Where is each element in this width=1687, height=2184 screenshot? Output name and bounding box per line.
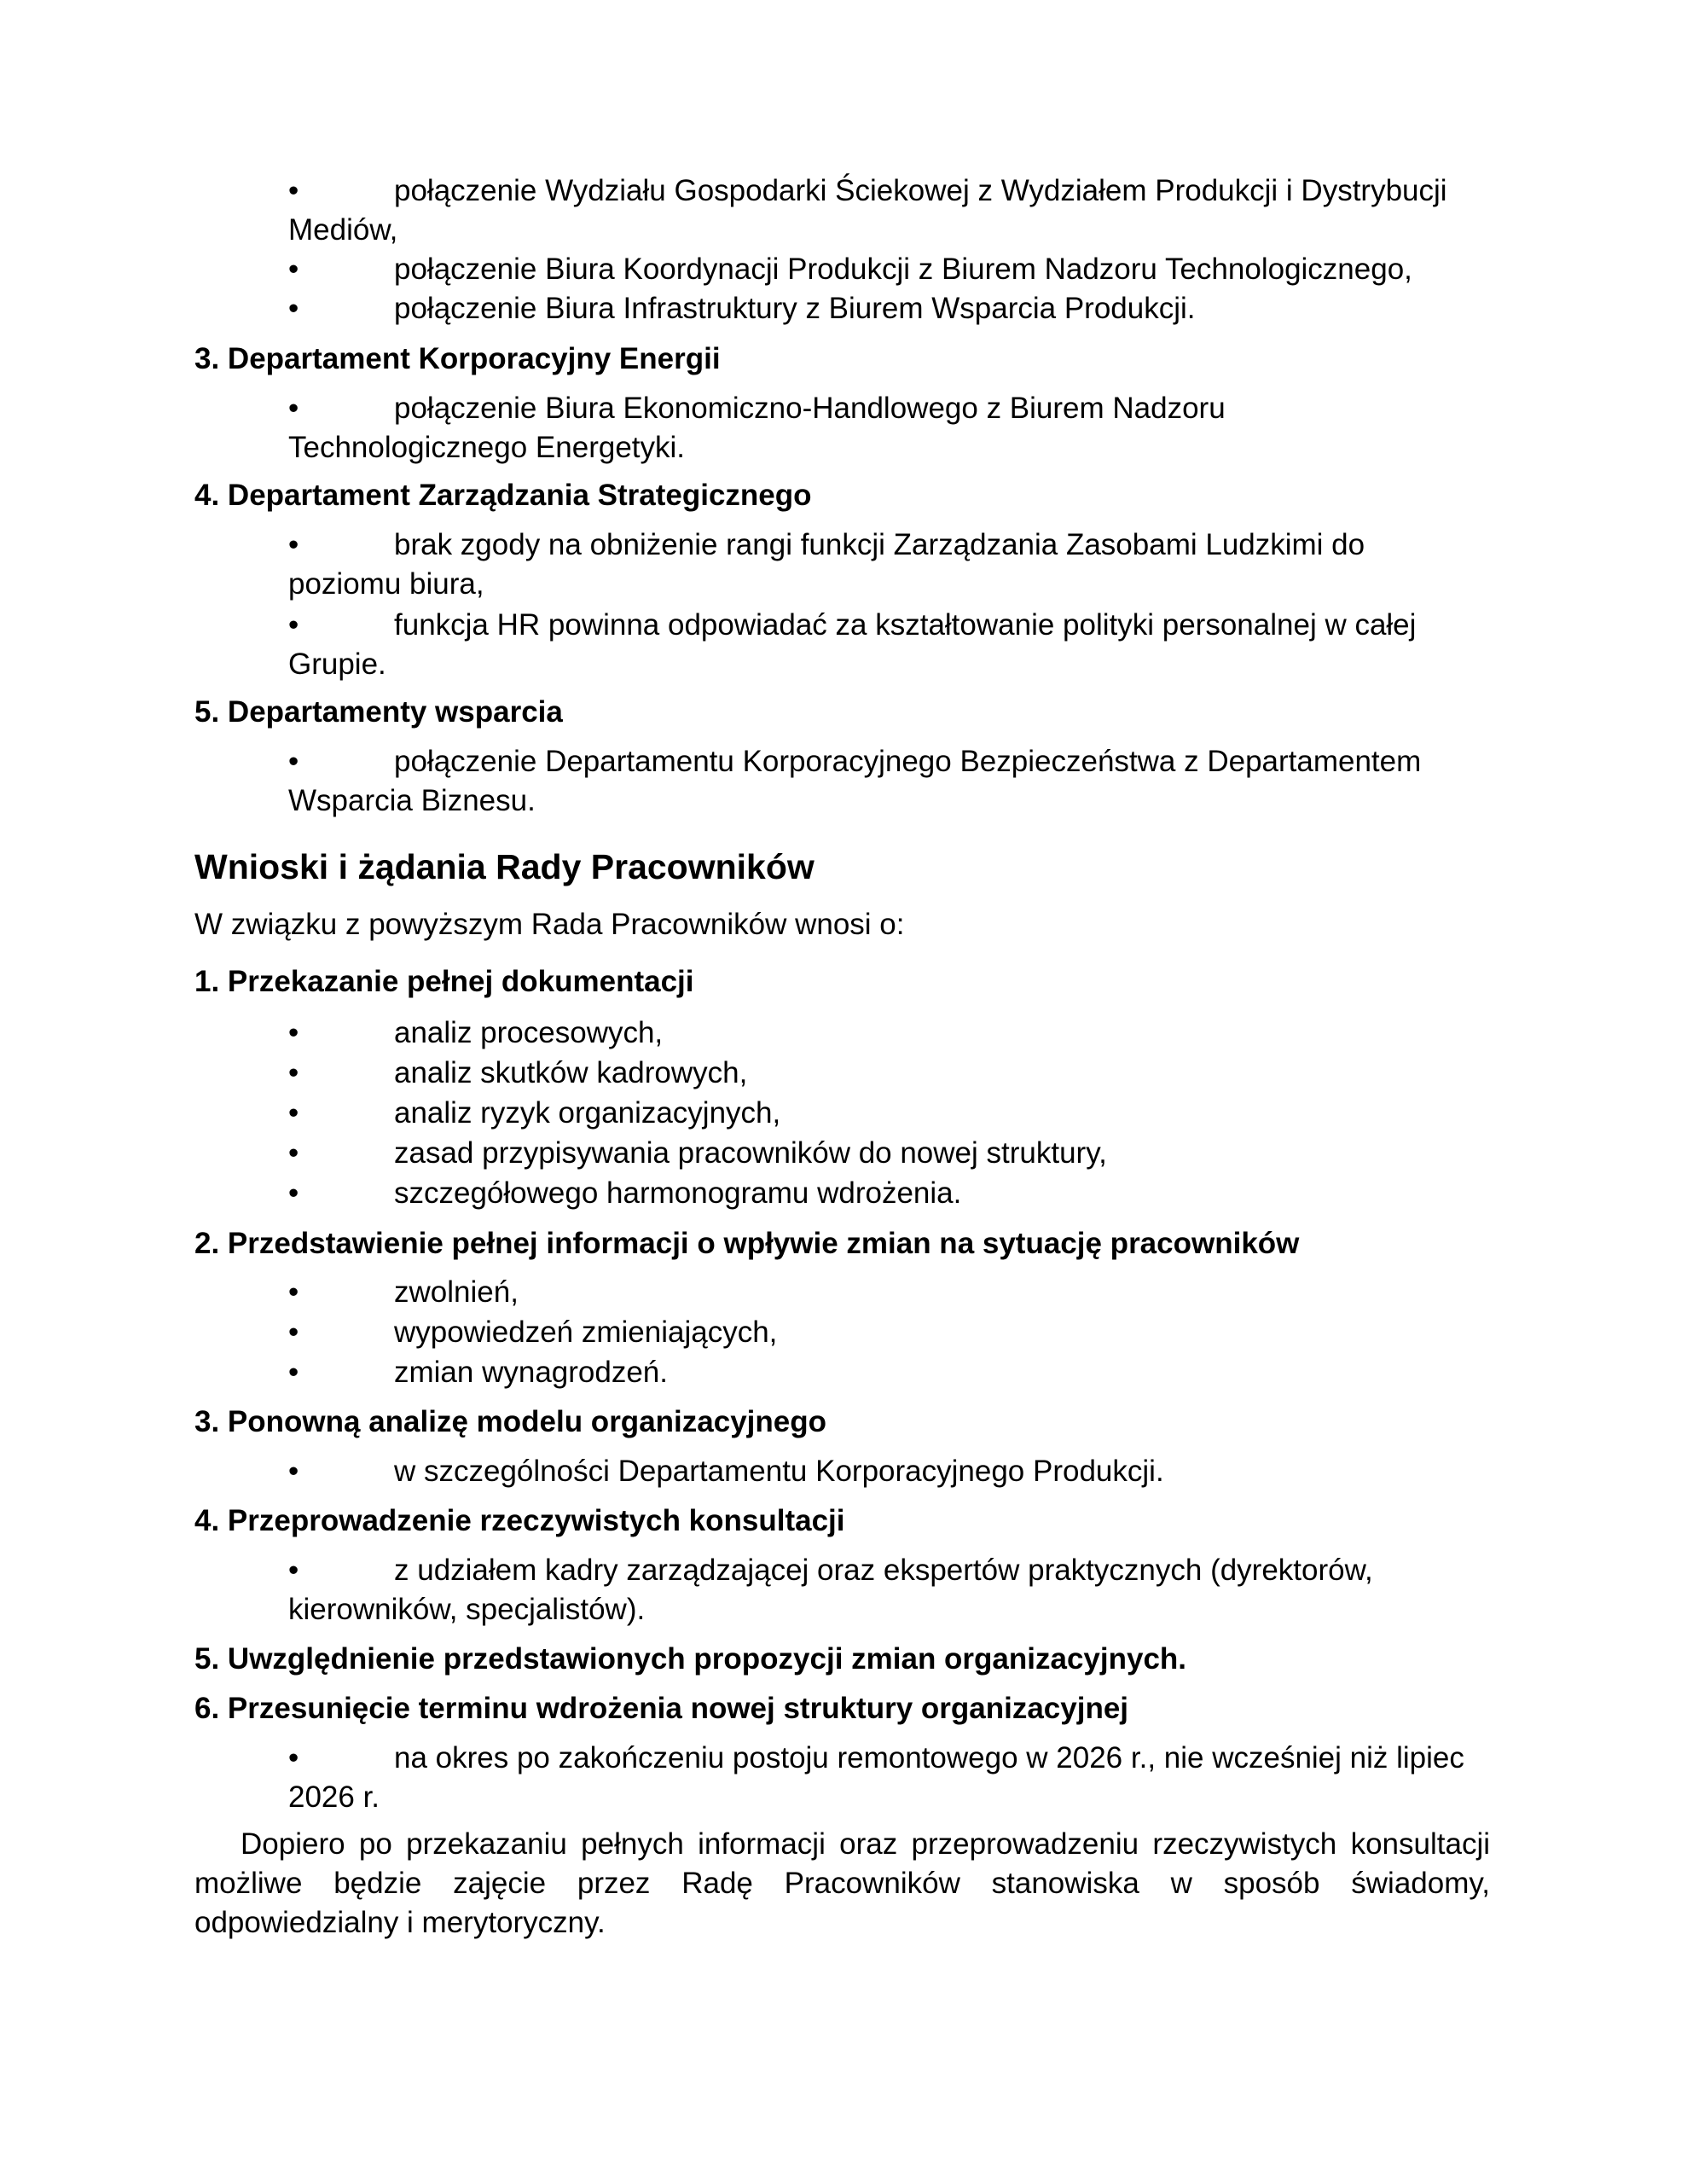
list-item-continuation: Mediów, (288, 213, 398, 247)
list-item-continuation: Grupie. (288, 648, 386, 681)
list-item-text: zasad przypisywania pracowników do nowej struktury, (394, 1136, 1107, 1170)
request-heading: 5. Uwzględnienie przedstawionych propozycji zmian organizacyjnych. (194, 1642, 1187, 1676)
list-item-text: zmian wynagrodzeń. (394, 1356, 668, 1389)
list-item-text: funkcja HR powinna odpowiadać za kształtowanie polityki personalnej w całej (394, 608, 1417, 642)
bullet-icon: • (288, 1096, 299, 1130)
list-item-text: brak zgody na obniżenie rangi funkcji Zarządzania Zasobami Ludzkimi do (394, 528, 1365, 561)
bullet-icon: • (288, 608, 299, 642)
bullet-icon: • (288, 392, 299, 425)
list-item-text: wypowiedzeń zmieniających, (394, 1316, 778, 1349)
request-heading: 1. Przekazanie pełnej dokumentacji (194, 965, 694, 998)
bullet-icon: • (288, 253, 299, 286)
list-item-continuation: Wsparcia Biznesu. (288, 784, 536, 817)
bullet-icon: • (288, 1275, 299, 1309)
section-title: Wnioski i żądania Rady Pracowników (194, 847, 815, 886)
list-item-text: zwolnień, (394, 1275, 519, 1309)
bullet-icon: • (288, 1056, 299, 1089)
list-item-continuation: kierowników, specjalistów). (288, 1593, 646, 1626)
bullet-icon: • (288, 1016, 299, 1049)
bullet-icon: • (288, 292, 299, 325)
request-heading: 3. Ponowną analizę modelu organizacyjnego (194, 1405, 826, 1438)
closing-paragraph (194, 1825, 1490, 1943)
bullet-icon: • (288, 174, 299, 207)
list-item-text: analiz ryzyk organizacyjnych, (394, 1096, 781, 1130)
list-item-continuation: Technologicznego Energetyki. (288, 431, 686, 464)
list-item-text: w szczególności Departamentu Korporacyjnego Produkcji. (394, 1455, 1164, 1488)
request-heading: 4. Przeprowadzenie rzeczywistych konsultacji (194, 1504, 845, 1537)
list-item-continuation: 2026 r. (288, 1780, 380, 1814)
intro-text: W związku z powyższym Rada Pracowników wnosi o: (194, 908, 905, 941)
list-item-text: połączenie Departamentu Korporacyjnego Bezpieczeństwa z Departamentem (394, 745, 1422, 778)
bullet-icon: • (288, 1356, 299, 1389)
department-heading: 4. Departament Zarządzania Strategicznego (194, 479, 812, 512)
list-item-text: połączenie Biura Koordynacji Produkcji z Biurem Nadzoru Technologicznego, (394, 253, 1412, 286)
bullet-icon: • (288, 1455, 299, 1488)
bullet-icon: • (288, 1741, 299, 1774)
list-item-text: połączenie Biura Ekonomiczno-Handlowego z Biurem Nadzoru (394, 392, 1226, 425)
bullet-icon: • (288, 1316, 299, 1349)
request-heading: 6. Przesunięcie terminu wdrożenia nowej struktury organizacyjnej (194, 1692, 1129, 1725)
closing-paragraph-text: Dopiero po przekazaniu pełnych informacji oraz przeprowadzeniu rzeczywistych konsultacji możliwe będzie zajęcie przez Radę Pracowników stanowiska w sposób świadomy, odpowiedzialny i merytoryczny. (194, 1827, 1490, 1939)
list-item-text: szczegółowego harmonogramu wdrożenia. (394, 1176, 962, 1210)
bullet-icon: • (288, 1554, 299, 1587)
request-heading: 2. Przedstawienie pełnej informacji o wpływie zmian na sytuację pracowników (194, 1227, 1300, 1260)
bullet-icon: • (288, 745, 299, 778)
department-heading: 3. Departament Korporacyjny Energii (194, 342, 721, 375)
department-heading: 5. Departamenty wsparcia (194, 695, 563, 729)
list-item-text: połączenie Wydziału Gospodarki Ściekowej z Wydziałem Produkcji i Dystrybucji (394, 174, 1447, 207)
list-item-continuation: poziomu biura, (288, 567, 484, 601)
list-item-text: na okres po zakończeniu postoju remontowego w 2026 r., nie wcześniej niż lipiec (394, 1741, 1464, 1774)
bullet-icon: • (288, 1136, 299, 1170)
list-item-text: analiz skutków kadrowych, (394, 1056, 748, 1089)
list-item-text: z udziałem kadry zarządzającej oraz ekspertów praktycznych (dyrektorów, (394, 1554, 1373, 1587)
bullet-icon: • (288, 1176, 299, 1210)
list-item-text: analiz procesowych, (394, 1016, 664, 1049)
list-item-text: połączenie Biura Infrastruktury z Biurem Wsparcia Produkcji. (394, 292, 1196, 325)
bullet-icon: • (288, 528, 299, 561)
